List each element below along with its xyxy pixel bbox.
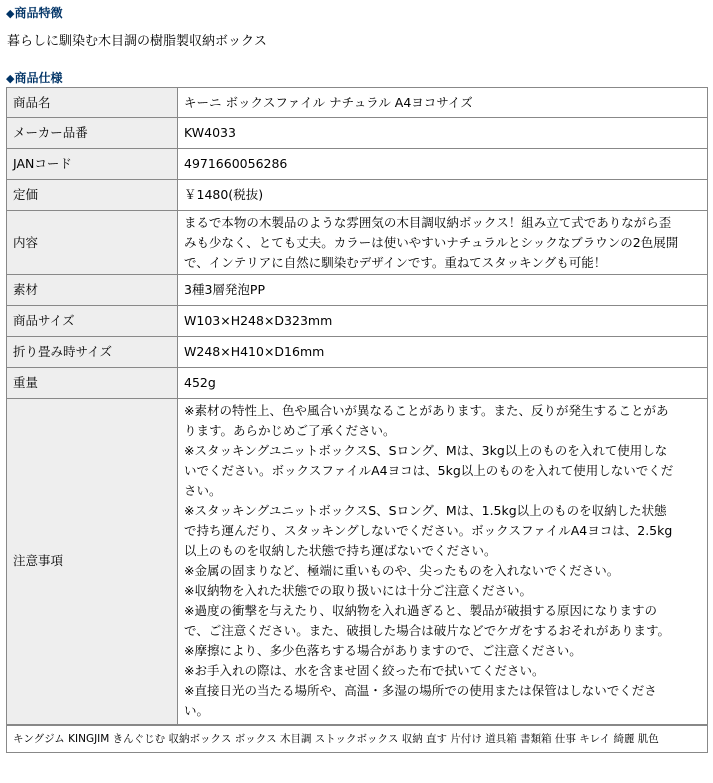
spec-row: [7, 368, 708, 399]
spec-label: 注意事項: [7, 399, 178, 725]
spec-row: [7, 211, 708, 275]
spec-value-line: ※スタッキングユニットボックスS、Sロング、Mは、3kg以上のものを入れて使用しな: [184, 443, 668, 459]
spec-value-line: で、ご注意ください。また、破損した場合は破片などでケガをするおそれがあります。: [184, 623, 671, 639]
spec-row: [7, 275, 708, 306]
spec-value-line: 以上のものを収納した状態で持ち運ばないでください。: [184, 543, 497, 559]
product-tagline: 暮らしに馴染む木目調の樹脂製収納ボックス: [7, 34, 267, 49]
specs-heading-text: 商品仕様: [14, 71, 63, 85]
spec-value-line: い。: [184, 703, 210, 719]
spec-value-line: で持ち運んだり、スタッキングしないでください。ボックスファイルA4ヨコは、2.5kg: [184, 523, 673, 539]
spec-value-line: ※スタッキングユニットボックスS、Sロング、Mは、1.5kg以上のものを収納した状態: [184, 503, 667, 519]
spec-value-line: みも少なく、とても丈夫。カラーは使いやすいナチュラルとシックなブラウンの2色展開: [184, 234, 679, 250]
spec-label: 商品名: [7, 88, 178, 118]
diamond-bullet-icon: ◆: [6, 72, 15, 85]
spec-value-line: さい。: [184, 483, 222, 499]
keyword-row: [7, 725, 708, 753]
spec-row: [7, 337, 708, 368]
spec-row: [7, 180, 708, 211]
spec-value: KW4033: [178, 118, 708, 149]
spec-label: JANコード: [7, 149, 178, 180]
features-heading-text: 商品特徴: [14, 6, 63, 20]
spec-value-line: ※摩擦により、多少色落ちする場合がありますので、ご注意ください。: [184, 643, 582, 659]
spec-value-line: ります。あらかじめご了承ください。: [184, 423, 396, 439]
spec-value-line: ※金属の固まりなど、極端に重いものや、尖ったものを入れないでください。: [184, 563, 620, 579]
spec-value: 452g: [178, 368, 708, 399]
spec-value-line: ※過度の衝撃を与えたり、収納物を入れ過ぎると、製品が破損する原因になりますの: [184, 603, 657, 619]
spec-value: 3種3層発泡PP: [178, 275, 708, 306]
spec-value-line: ※収納物を入れた状態での取り扱いには十分ご注意ください。: [184, 583, 532, 599]
spec-value-line: ※お手入れの際は、水を含ませ固く絞った布で拭いてください。: [184, 663, 545, 679]
specs-heading: [6, 69, 62, 86]
spec-label: メーカー品番: [7, 118, 178, 149]
spec-row: [7, 399, 708, 725]
spec-label: 商品サイズ: [7, 306, 178, 337]
spec-label: 重量: [7, 368, 178, 399]
spec-row: [7, 306, 708, 337]
spec-value: [178, 211, 708, 275]
keyword-list: キングジム KINGJIM きんぐじむ 収納ボックス ボックス 木目調 ストックボックス 収納 直す 片付け 道具箱 書類箱 仕事 キレイ 綺麗 肌色: [7, 725, 708, 753]
spec-row: [7, 149, 708, 180]
diamond-bullet-icon: ◆: [6, 7, 15, 20]
spec-value-line: ※素材の特性上、色や風合いが異なることがあります。また、反りが発生することがあ: [184, 403, 669, 419]
spec-value-line: いでください。ボックスファイルA4ヨコは、5kg以上のものを入れて使用しないでくだ: [184, 463, 674, 479]
spec-table: [6, 87, 708, 753]
spec-value: W103×H248×D323mm: [178, 306, 708, 337]
spec-label: 内容: [7, 211, 178, 275]
spec-label: 素材: [7, 275, 178, 306]
spec-value: 4971660056286: [178, 149, 708, 180]
spec-row: [7, 88, 708, 118]
spec-label: 折り畳み時サイズ: [7, 337, 178, 368]
spec-value-line: で、インテリアに自然に馴染むデザインです。重ねてスタッキングも可能！: [184, 254, 607, 270]
features-heading: [6, 4, 62, 21]
spec-value: [178, 399, 708, 725]
spec-value-line: ※直接日光の当たる場所や、高温・多湿の場所での使用または保管はしないでくださ: [184, 683, 657, 699]
spec-label: 定価: [7, 180, 178, 211]
spec-value-line: まるで本物の木製品のような雰囲気の木目調収納ボックス！組み立て式でありながら歪: [184, 214, 672, 230]
spec-value: ￥1480(税抜): [178, 180, 708, 211]
spec-value: キーニ ボックスファイル ナチュラル A4ヨコサイズ: [178, 88, 708, 118]
spec-row: [7, 118, 708, 149]
spec-value: W248×H410×D16mm: [178, 337, 708, 368]
